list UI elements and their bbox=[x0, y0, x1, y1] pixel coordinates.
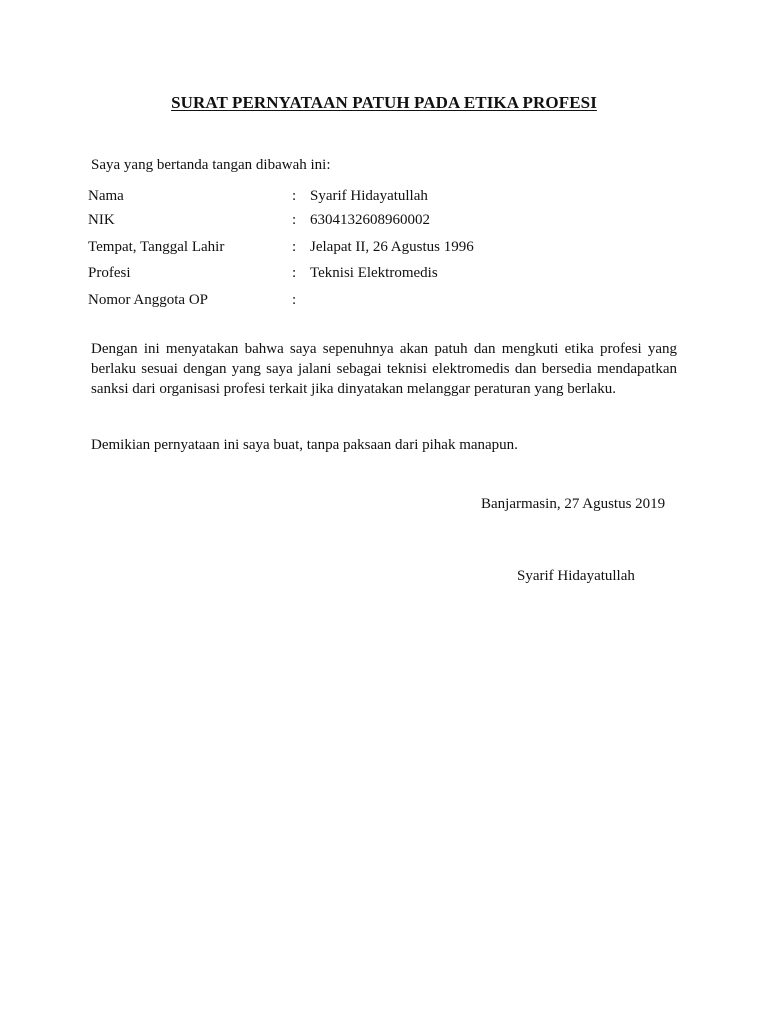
field-value-tempat-tanggal-lahir: Jelapat II, 26 Agustus 1996 bbox=[310, 239, 474, 255]
field-colon: : bbox=[292, 188, 297, 204]
field-value-nama: Syarif Hidayatullah bbox=[310, 188, 428, 204]
closing-paragraph: Demikian pernyataan ini saya buat, tanpa paksaan dari pihak manapun. bbox=[91, 437, 518, 453]
field-row-tempat-tanggal-lahir bbox=[88, 239, 688, 259]
field-colon: : bbox=[292, 265, 297, 281]
field-value-profesi: Teknisi Elektromedis bbox=[310, 265, 438, 281]
field-row-profesi bbox=[88, 265, 688, 285]
field-colon: : bbox=[292, 212, 297, 228]
intro-text: Saya yang bertanda tangan dibawah ini: bbox=[91, 157, 331, 173]
document-title: SURAT PERNYATAAN PATUH PADA ETIKA PROFESI bbox=[171, 93, 597, 112]
field-colon: : bbox=[292, 239, 297, 255]
field-row-nomor-anggota-op bbox=[88, 292, 688, 312]
field-colon: : bbox=[292, 292, 297, 308]
field-label-nik: NIK bbox=[88, 212, 115, 228]
place-date: Banjarmasin, 27 Agustus 2019 bbox=[481, 496, 666, 512]
statement-paragraph: Dengan ini menyatakan bahwa saya sepenuhnya akan patuh dan mengkuti etika profesi yang berlaku sesuai dengan yang saya jalani sebagai teknisi elektromedis dan bersedia mendapatkan sanksi dari organisasi profesi terkait jika dinyatakan melanggar peraturan yang berlaku. bbox=[91, 341, 677, 397]
field-label-nama: Nama bbox=[88, 188, 124, 204]
field-value-nik: 6304132608960002 bbox=[310, 212, 430, 228]
signer-name: Syarif Hidayatullah bbox=[517, 568, 635, 584]
field-label-tempat-tanggal-lahir: Tempat, Tanggal Lahir bbox=[88, 239, 225, 255]
field-label-profesi: Profesi bbox=[88, 265, 131, 281]
field-row-nama bbox=[88, 188, 688, 208]
field-label-nomor-anggota-op: Nomor Anggota OP bbox=[88, 292, 208, 308]
field-row-nik bbox=[88, 212, 688, 232]
